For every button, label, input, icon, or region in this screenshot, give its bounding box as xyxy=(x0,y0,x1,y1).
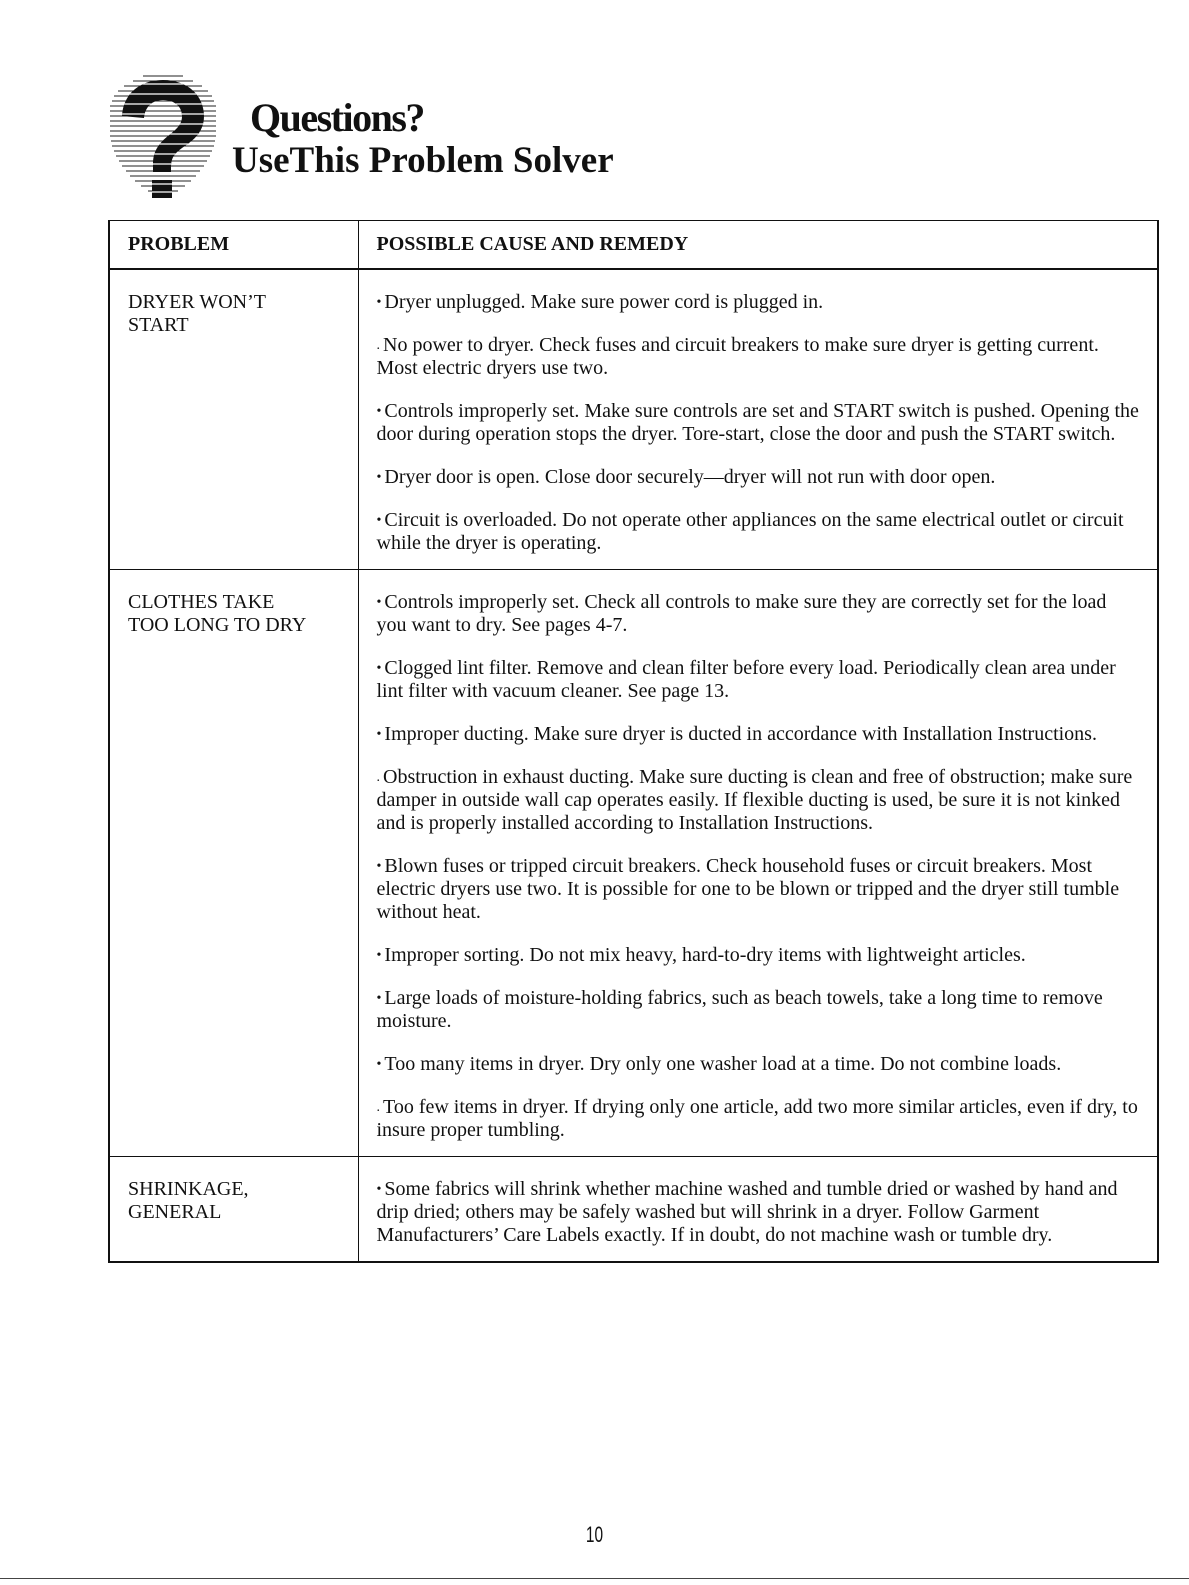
remedy-text: Clogged lint filter. Remove and clean filter before every load. Periodically clean area under lint filter with vacuum cleaner. See page 13. xyxy=(376,657,1116,702)
remedy-item xyxy=(377,334,1142,380)
remedy-item xyxy=(377,723,1142,746)
column-header-problem: PROBLEM xyxy=(110,221,358,269)
page-header xyxy=(108,72,808,212)
remedy-item xyxy=(377,591,1142,637)
remedy-text: Dryer unplugged. Make sure power cord is plugged in. xyxy=(384,291,824,313)
bullet-icon: . xyxy=(376,338,380,353)
remedy-text: No power to dryer. Check fuses and circuit breakers to make sure dryer is getting current. Most electric dryers use two. xyxy=(376,334,1099,379)
table-header-row xyxy=(110,221,1157,269)
bullet-icon: • xyxy=(376,991,382,1006)
problem-cell xyxy=(110,570,358,1157)
remedy-text: Obstruction in exhaust ducting. Make sure ducting is clean and free of obstruction; make sure damper in outside wall cap operates easily. If flexible ducting is used, be sure it is not kinked and is properly installed according to Installation Instructions. xyxy=(376,766,1133,834)
remedy-item xyxy=(377,1053,1142,1076)
remedy-text: Large loads of moisture-holding fabrics, such as beach towels, take a long time to remove moisture. xyxy=(376,987,1103,1032)
remedy-item xyxy=(377,657,1142,703)
remedy-item xyxy=(377,509,1142,555)
remedy-item xyxy=(377,466,1142,489)
remedy-item xyxy=(377,766,1142,835)
bullet-icon: . xyxy=(376,770,380,785)
column-header-remedy: POSSIBLE CAUSE AND REMEDY xyxy=(358,221,1157,269)
remedy-cell xyxy=(358,1157,1157,1262)
question-mark-icon xyxy=(108,72,218,204)
bullet-icon: • xyxy=(376,595,382,610)
bullet-icon: • xyxy=(376,295,382,310)
problem-label-line: CLOTHES TAKE xyxy=(128,591,275,613)
remedy-text: Improper sorting. Do not mix heavy, hard-to-dry items with lightweight articles. xyxy=(384,944,1026,966)
remedy-text: Circuit is overloaded. Do not operate other appliances on the same electrical outlet or circuit while the dryer is operating. xyxy=(376,509,1124,554)
bullet-icon: • xyxy=(376,661,382,676)
remedy-text: Controls improperly set. Check all controls to make sure they are correctly set for the load you want to dry. See pages 4-7. xyxy=(376,591,1107,636)
footer-divider xyxy=(0,1578,1189,1579)
remedy-text: Blown fuses or tripped circuit breakers. Check household fuses or circuit breakers. Most electric dryers use two. It is possible for one to be blown or tripped and the dryer still tumble without heat. xyxy=(376,855,1120,923)
page-title: Questions? xyxy=(250,95,424,140)
remedy-text: Improper ducting. Make sure dryer is ducted in accordance with Installation Instructions. xyxy=(384,723,1097,745)
problem-solver-table xyxy=(108,220,1159,1263)
bullet-icon: • xyxy=(376,404,382,419)
page-number: 10 xyxy=(585,1522,604,1547)
problem-label-line: DRYER WON’T xyxy=(128,291,266,313)
remedy-item xyxy=(377,291,1142,314)
bullet-icon: . xyxy=(376,1100,380,1115)
remedy-cell xyxy=(358,269,1157,570)
remedy-text: Dryer door is open. Close door securely—dryer will not run with door open. xyxy=(384,466,996,488)
problem-label-line: SHRINKAGE, xyxy=(128,1178,249,1200)
remedy-item xyxy=(377,944,1142,967)
bullet-icon: • xyxy=(376,948,382,963)
remedy-text: Controls improperly set. Make sure controls are set and START switch is pushed. Opening the door during operation stops the dryer. Tore-start, close the door and push the START switch. xyxy=(376,400,1139,445)
page-subtitle: UseThis Problem Solver xyxy=(232,140,614,181)
remedy-cell xyxy=(358,570,1157,1157)
remedy-item xyxy=(377,1096,1142,1142)
bullet-icon: • xyxy=(376,1182,382,1197)
bullet-icon: • xyxy=(376,470,382,485)
problem-cell xyxy=(110,269,358,570)
problem-cell xyxy=(110,1157,358,1262)
bullet-icon: • xyxy=(376,727,382,742)
bullet-icon: • xyxy=(376,1057,382,1072)
remedy-item xyxy=(377,400,1142,446)
remedy-item xyxy=(377,1178,1142,1247)
problem-label-line: START xyxy=(128,314,189,336)
bullet-icon: • xyxy=(376,513,382,528)
problem-label-line: GENERAL xyxy=(128,1201,222,1223)
table-row xyxy=(110,269,1157,570)
bullet-icon: • xyxy=(376,859,382,874)
problem-label-line: TOO LONG TO DRY xyxy=(128,614,307,636)
table-row xyxy=(110,570,1157,1157)
remedy-text: Too few items in dryer. If drying only one article, add two more similar articles, even if dry, to insure proper tumbling. xyxy=(376,1096,1138,1141)
remedy-text: Too many items in dryer. Dry only one washer load at a time. Do not combine loads. xyxy=(384,1053,1062,1075)
remedy-item xyxy=(377,987,1142,1033)
table-row xyxy=(110,1157,1157,1262)
remedy-text: Some fabrics will shrink whether machine washed and tumble dried or washed by hand and drip dried; others may be safely washed but will shrink in a dryer. Follow Garment Manufacturers’ Care Labels exactly. If in doubt, do not machine wash or tumble dry. xyxy=(376,1178,1118,1246)
remedy-item xyxy=(377,855,1142,924)
